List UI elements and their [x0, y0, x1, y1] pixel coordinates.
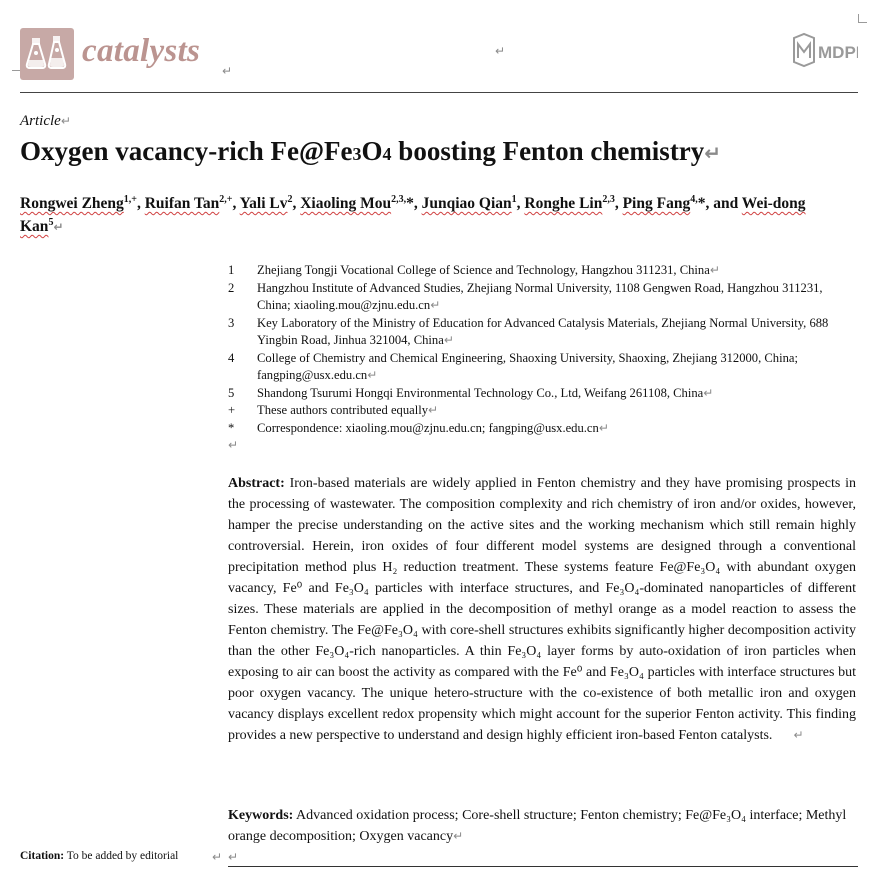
article-type: Article↵: [20, 113, 71, 129]
author-list: Rongwei Zheng$^{1,+}$, Ruifan Tan$^{2,+}$, Yali Lv$^2$, Xiaoling Mou$^{2,3,}$*, Junqiao Qian$^1$, Ronghe Lin$^{2,3}$, Ping Fang$^{4,}$*, and Wei-dong Kan$^5$↵: [20, 193, 806, 235]
affiliation-item: 2 Hangzhou Institute of Advanced Studies, Zhejiang Normal University, 1108 Gengwen Road, Hangzhou 311231, China; xiaoling.mou@zjnu.edu.cn↵: [228, 280, 823, 312]
flask-icon: [20, 28, 74, 80]
paragraph-mark-icon: ↵: [222, 64, 233, 78]
citation-box: Citation: To be added by editorial: [20, 850, 179, 862]
equal-contribution-note: + These authors contributed equally↵: [228, 403, 439, 417]
affiliation-item: 1 Zhejiang Tongji Vocational College of Science and Technology, Hangzhou 311231, China↵: [228, 263, 720, 277]
correspondence-note: * Correspondence: xiaoling.mou@zjnu.edu.cn; fangping@usx.edu.cn↵: [228, 420, 609, 435]
abstract: Abstract: Iron-based materials are widely applied in Fenton chemistry and they have promising prospects in the processing of wastewater. The composition complexity and rich chemistry of iron and/or oxides, however, hamper the precise understanding on the active sites and the working mechanism which still remain highly controversial. Herein, iron oxides of four different model systems are designed through a conventional precipitation method plus H₂ reduction treatment. These systems feature Fe@Fe₃O₄ with abundant oxygen vacancy, Fe⁰ and Fe₃O₄ particles with interface structures, and Fe₃O₄-dominated nanoparticles of different sizes. These materials are applied in the decomposition of methyl orange as a model reaction to assess the Fenton chemistry. The Fe@Fe₃O₄ with core-shell structures exhibits significantly higher decomposition activity than the other Fe₃O₄-rich nanoparticles. A thin Fe₃O₄ layer forms by auto-oxidation of iron particles when exposing to air can boost the activity as compared with the Fe⁰ and Fe₃O₄ particles with interface structures but poor oxygen vacancy. The unique hetero-structure with the co-existence of both metallic iron and oxygen vacancy displays excellent redox propensity which might account for the superior Fenton activity. This finding provides a new perspective to understand and design highly efficient iron-based Fenton catalysts. ↵: [228, 476, 856, 743]
article-title: Oxygen vacancy-rich Fe@Fe3O4 boosting Fenton chemistry↵: [20, 136, 722, 166]
keywords: Keywords: Advanced oxidation process; Core-shell structure; Fenton chemistry; Fe@Fe₃O₄ interface; Methyl orange decomposition; Oxygen vacancy↵ ↵: [228, 808, 847, 864]
affiliation-item: 5 Shandong Tsurumi Hongqi Environmental Technology Co., Ltd, Weifang 261108, China↵: [228, 385, 714, 400]
affiliation-item: 3 Key Laboratory of the Ministry of Education for Advanced Catalysis Materials, Zhejiang Normal University, 688 Yingbin Road, Jinhua 321004, China↵: [228, 315, 829, 347]
header-rule: [20, 92, 858, 93]
bottom-rule: [228, 866, 858, 867]
svg-text:MDPI: MDPI: [818, 43, 858, 62]
journal-logo: [20, 28, 74, 80]
journal-name: catalysts: [82, 33, 201, 69]
mdpi-logo: [788, 32, 858, 72]
crop-mark-top-right: [858, 14, 867, 23]
affiliation-item: 4 College of Chemistry and Chemical Engineering, Shaoxing University, Shaoxing, Zhejiang 312000, China; fangping@usx.edu.cn↵: [228, 350, 798, 382]
paragraph-mark-icon: ↵: [495, 44, 506, 58]
affiliations-list: 1 Zhejiang Tongji Vocational College of Science and Technology, Hangzhou 311231, China↵ 2 Hangzhou Institute of Advanced Studies, Zhejiang Normal University, 1108 Gengwen Road, Hangzhou 311231, China; xiaoling.mou@zjnu.edu.cn↵ 3 Key Laboratory of the Ministry of Education for Advanced Catalysis Materials, Zhejiang Normal University, 688 Yingbin Road, Jinhua 321004, China↵ 4 College of Chemistry and Chemical Engineering, Shaoxing University, Shaoxing, Zhejiang 312000, China; fangping@usx.edu.cn↵ 5 Shandong Tsurumi Hongqi Environmental Technology Co., Ltd, Weifang 261108, China↵ + These authors contributed equally↵ * Correspondence: xiaoling.mou@zjnu.edu.cn; fangping@usx.edu.cn↵ ↵: [228, 262, 858, 455]
paragraph-mark-icon: ↵: [212, 850, 223, 864]
